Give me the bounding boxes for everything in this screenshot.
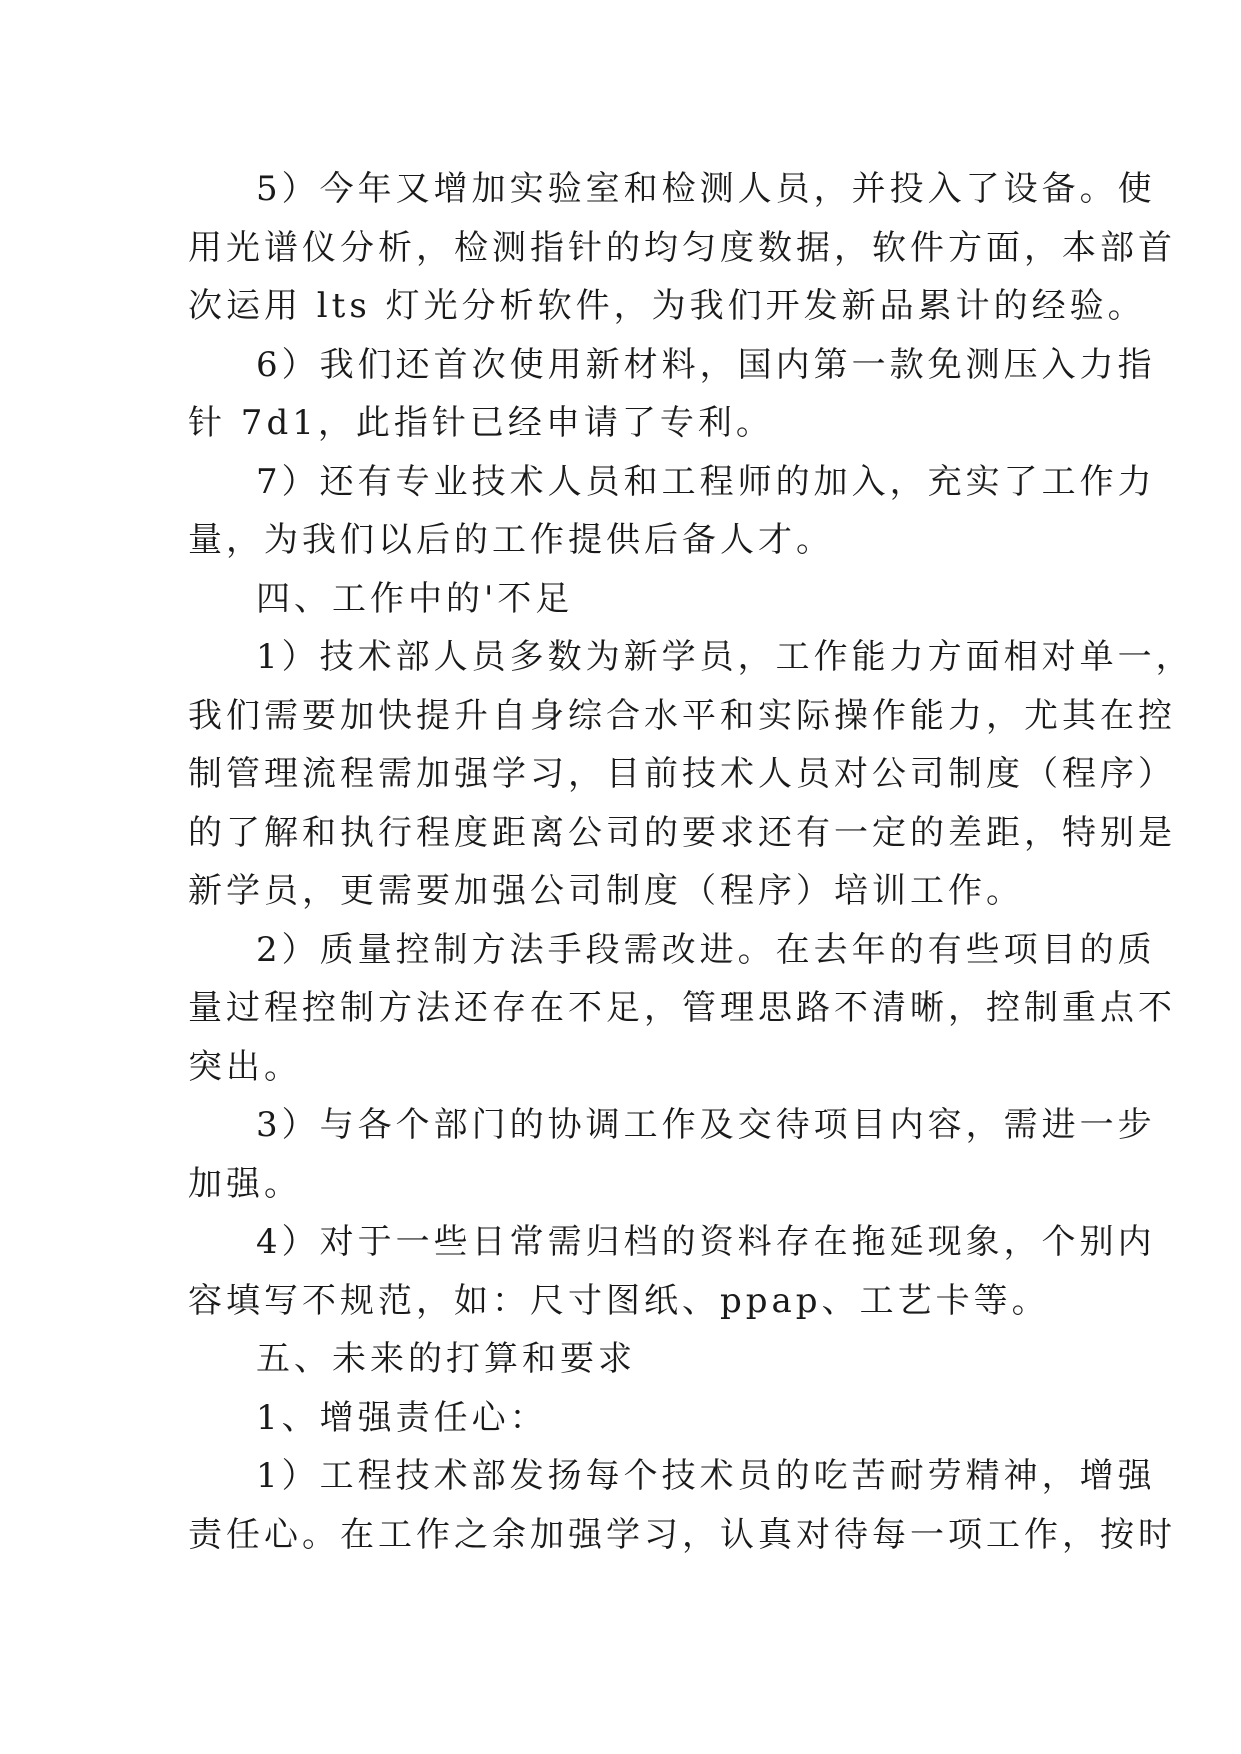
- paragraph-line: 量过程控制方法还存在不足，管理思路不清晰，控制重点不: [188, 988, 1176, 1028]
- paragraph-line: 2）质量控制方法手段需改进。在去年的有些项目的质: [256, 929, 1156, 970]
- paragraph-line: 3）与各个部门的协调工作及交待项目内容，需进一步: [256, 1105, 1156, 1145]
- paragraph-line: 4）对于一些日常需归档的资料存在拖延现象，个别内: [256, 1222, 1156, 1262]
- subsection-heading: 1、增强责任心：: [256, 1397, 548, 1438]
- paragraph-line: 责任心。在工作之余加强学习，认真对待每一项工作，按时: [188, 1514, 1176, 1555]
- document-body: [188, 160, 1194, 1564]
- paragraph-line: 7）还有专业技术人员和工程师的加入，充实了工作力: [256, 461, 1156, 502]
- paragraph-line: 量，为我们以后的工作提供后备人才。: [188, 520, 834, 560]
- paragraph-line: 突出。: [188, 1046, 302, 1087]
- paragraph-line: 新学员，更需要加强公司制度（程序）培训工作。: [188, 871, 1024, 911]
- section-heading: 五、未来的打算和要求: [256, 1339, 636, 1379]
- paragraph-line: 制管理流程需加强学习，目前技术人员对公司制度（程序）: [188, 754, 1176, 794]
- paragraph-line: 6）我们还首次使用新材料，国内第一款免测压入力指: [256, 344, 1156, 385]
- paragraph-line: 用光谱仪分析，检测指针的均匀度数据，软件方面，本部首: [188, 227, 1176, 268]
- paragraph-line: 的了解和执行程度距离公司的要求还有一定的差距，特别是: [188, 812, 1176, 853]
- paragraph-line: 容填写不规范，如：尺寸图纸、ppap、工艺卡等。: [188, 1280, 1050, 1321]
- paragraph-line: 5）今年又增加实验室和检测人员，并投入了设备。使: [256, 169, 1156, 209]
- paragraph-line: 次运用 lts 灯光分析软件，为我们开发新品累计的经验。: [188, 286, 1146, 326]
- paragraph-line: 1）技术部人员多数为新学员，工作能力方面相对单一，: [256, 637, 1194, 677]
- paragraph-line: 我们需要加快提升自身综合水平和实际操作能力，尤其在控: [188, 695, 1176, 736]
- paragraph-line: 加强。: [188, 1163, 302, 1204]
- section-heading: 四、工作中的'不足: [256, 578, 574, 619]
- paragraph-line: 针 7d1，此指针已经申请了专利。: [188, 403, 774, 443]
- paragraph-line: 1）工程技术部发扬每个技术员的吃苦耐劳精神，增强: [256, 1456, 1156, 1496]
